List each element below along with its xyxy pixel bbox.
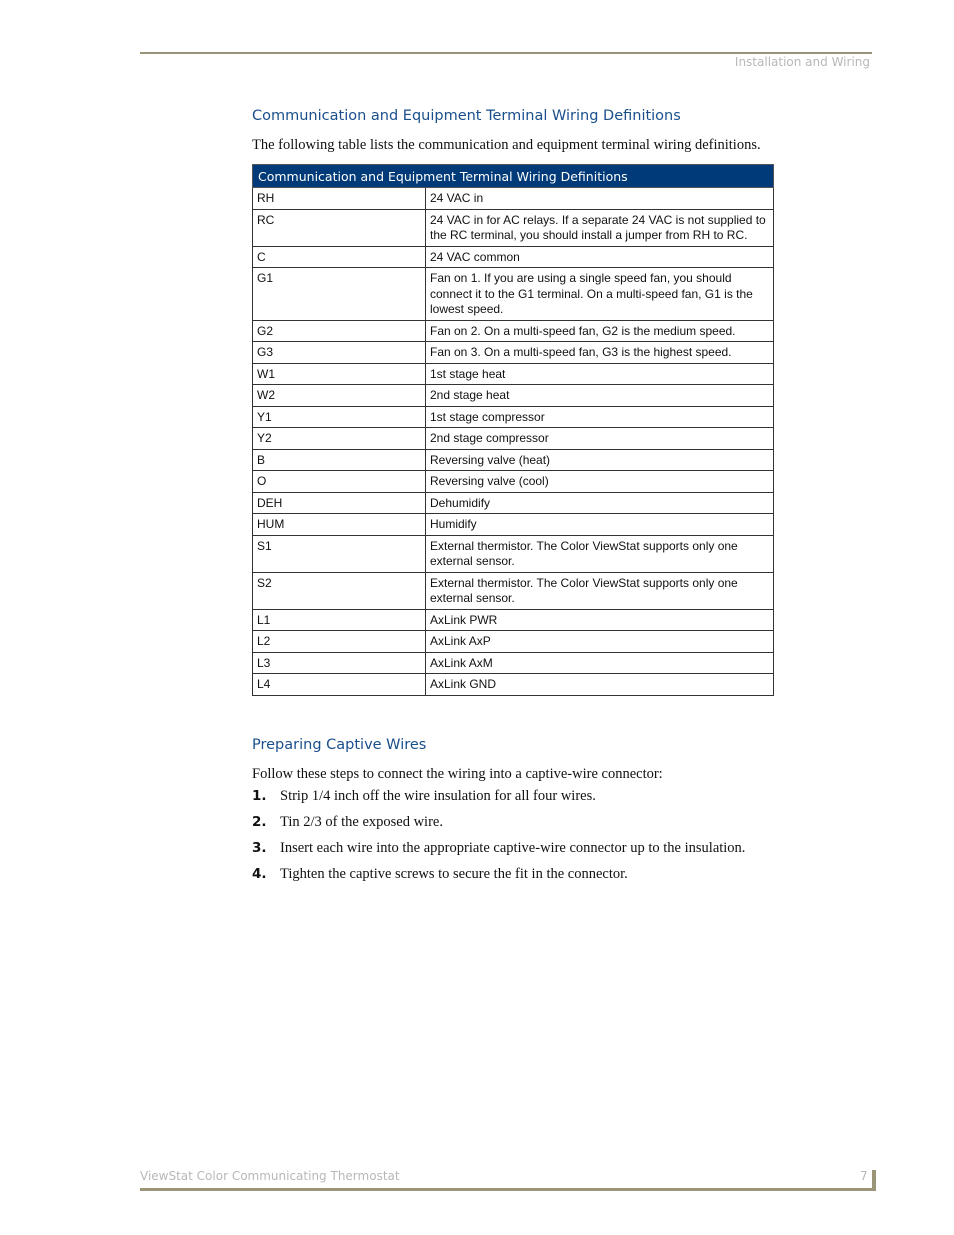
- step-text: Tighten the captive screws to secure the fit in the connector.: [280, 866, 628, 882]
- table-row: [253, 449, 774, 471]
- terminal-code-cell: DEH: [253, 492, 426, 514]
- terminal-definition-cell: 24 VAC common: [426, 246, 774, 268]
- table-row: [253, 674, 774, 696]
- terminal-code-cell: W2: [253, 385, 426, 407]
- terminal-code-cell: L3: [253, 652, 426, 674]
- terminal-code-cell: S1: [253, 535, 426, 572]
- terminal-definition-cell: AxLink GND: [426, 674, 774, 696]
- terminal-code-cell: L1: [253, 609, 426, 631]
- table-row: [253, 572, 774, 609]
- table-row: [253, 492, 774, 514]
- wiring-definitions-table: [252, 164, 774, 696]
- terminal-definition-cell: Dehumidify: [426, 492, 774, 514]
- table-row: [253, 342, 774, 364]
- running-header: Installation and Wiring: [734, 55, 870, 69]
- step-text: Tin 2/3 of the exposed wire.: [280, 814, 443, 830]
- list-item: [252, 814, 774, 840]
- terminal-definition-cell: Fan on 2. On a multi-speed fan, G2 is the medium speed.: [426, 320, 774, 342]
- terminal-code-cell: S2: [253, 572, 426, 609]
- terminal-code-cell: Y1: [253, 406, 426, 428]
- terminal-code-cell: O: [253, 471, 426, 493]
- terminal-definition-cell: AxLink AxP: [426, 631, 774, 653]
- terminal-definition-cell: 24 VAC in for AC relays. If a separate 24 VAC is not supplied to the RC terminal, you should install a jumper from RH to RC.: [426, 209, 774, 246]
- step-number: 2.: [252, 814, 267, 830]
- terminal-definition-cell: External thermistor. The Color ViewStat supports only one external sensor.: [426, 572, 774, 609]
- footer-rule: [140, 1188, 876, 1191]
- terminal-code-cell: RC: [253, 209, 426, 246]
- terminal-definition-cell: 2nd stage heat: [426, 385, 774, 407]
- table-row: [253, 268, 774, 321]
- terminal-definition-cell: 24 VAC in: [426, 188, 774, 210]
- table-row: [253, 428, 774, 450]
- terminal-definition-cell: 1st stage heat: [426, 363, 774, 385]
- step-number: 1.: [252, 788, 267, 804]
- table-row: [253, 471, 774, 493]
- terminal-definition-cell: Reversing valve (heat): [426, 449, 774, 471]
- terminal-code-cell: C: [253, 246, 426, 268]
- terminal-definition-cell: External thermistor. The Color ViewStat supports only one external sensor.: [426, 535, 774, 572]
- table-body: [253, 188, 774, 696]
- table-row: [253, 514, 774, 536]
- terminal-definition-cell: 1st stage compressor: [426, 406, 774, 428]
- section-heading-terminal-definitions: Communication and Equipment Terminal Wiring Definitions: [252, 108, 681, 124]
- terminal-code-cell: Y2: [253, 428, 426, 450]
- table-row: [253, 363, 774, 385]
- table-row: [253, 209, 774, 246]
- table-header-row: [253, 165, 774, 188]
- table-row: [253, 320, 774, 342]
- footer-title: ViewStat Color Communicating Thermostat: [140, 1169, 400, 1183]
- terminal-definition-cell: Reversing valve (cool): [426, 471, 774, 493]
- table-row: [253, 406, 774, 428]
- terminal-code-cell: G2: [253, 320, 426, 342]
- terminal-code-cell: HUM: [253, 514, 426, 536]
- terminal-definition-cell: 2nd stage compressor: [426, 428, 774, 450]
- terminal-definition-cell: Fan on 1. If you are using a single speed fan, you should connect it to the G1 terminal. On a multi-speed fan, G1 is the lowest speed.: [426, 268, 774, 321]
- terminal-definition-cell: AxLink AxM: [426, 652, 774, 674]
- terminal-code-cell: G3: [253, 342, 426, 364]
- terminal-code-cell: W1: [253, 363, 426, 385]
- section-intro: The following table lists the communication and equipment terminal wiring definitions.: [252, 137, 761, 153]
- terminal-definition-cell: Humidify: [426, 514, 774, 536]
- step-number: 4.: [252, 866, 267, 882]
- table-row: [253, 188, 774, 210]
- table-title: Communication and Equipment Terminal Wiring Definitions: [253, 165, 774, 188]
- terminal-code-cell: RH: [253, 188, 426, 210]
- table-row: [253, 535, 774, 572]
- terminal-code-cell: L4: [253, 674, 426, 696]
- table-row: [253, 246, 774, 268]
- table-row: [253, 609, 774, 631]
- step-number: 3.: [252, 840, 267, 856]
- steps-list: [252, 788, 774, 892]
- table-row: [253, 652, 774, 674]
- step-text: Insert each wire into the appropriate captive-wire connector up to the insulation.: [280, 840, 746, 856]
- step-text: Strip 1/4 inch off the wire insulation for all four wires.: [280, 788, 596, 804]
- terminal-definition-cell: AxLink PWR: [426, 609, 774, 631]
- section-heading-captive-wires: Preparing Captive Wires: [252, 737, 427, 753]
- list-item: [252, 788, 774, 814]
- table-row: [253, 385, 774, 407]
- steps-intro: Follow these steps to connect the wiring into a captive-wire connector:: [252, 766, 663, 782]
- list-item: [252, 866, 774, 892]
- terminal-code-cell: L2: [253, 631, 426, 653]
- terminal-code-cell: G1: [253, 268, 426, 321]
- terminal-code-cell: B: [253, 449, 426, 471]
- list-item: [252, 840, 774, 866]
- header-rule: [140, 52, 872, 54]
- page-number: 7: [860, 1169, 868, 1183]
- terminal-definition-cell: Fan on 3. On a multi-speed fan, G3 is the highest speed.: [426, 342, 774, 364]
- table-row: [253, 631, 774, 653]
